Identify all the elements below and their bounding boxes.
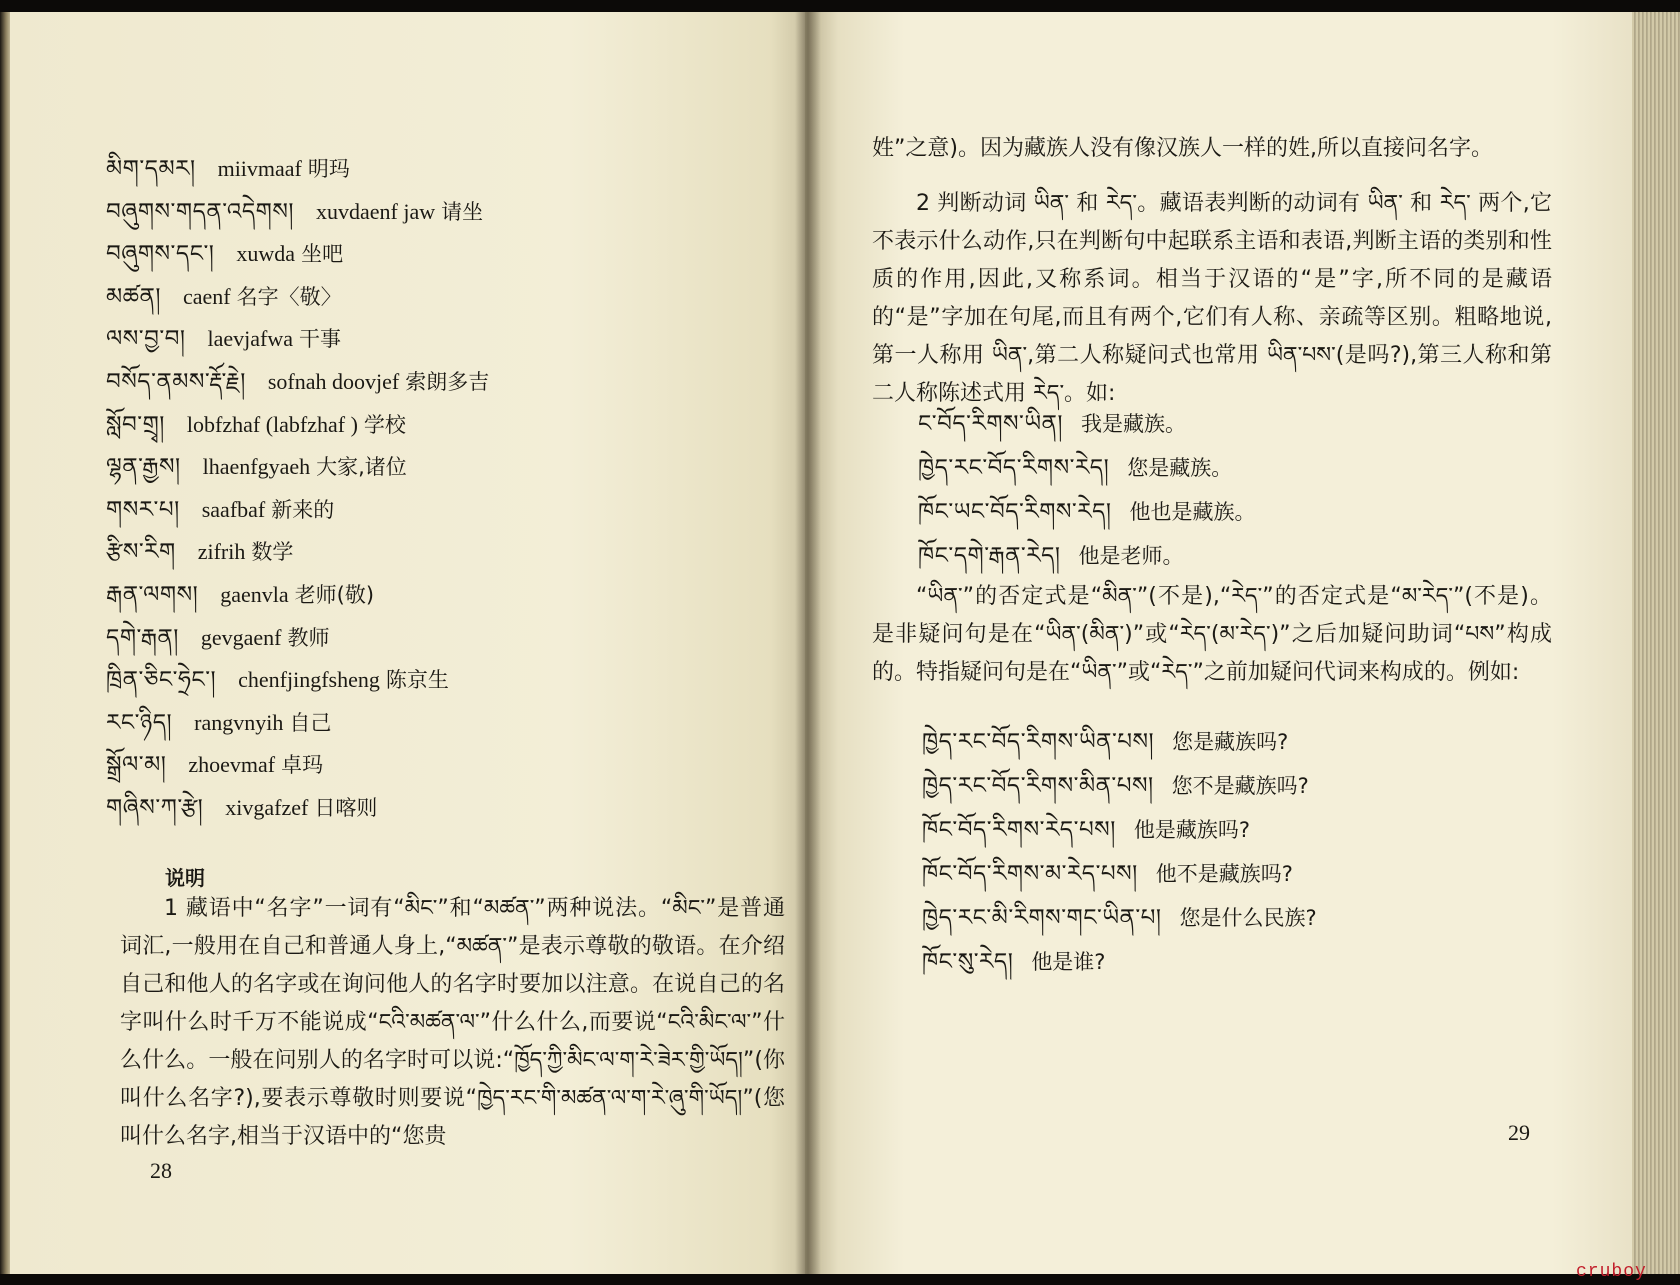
tibetan-term: རྩིས་རིག — [106, 539, 176, 566]
tibetan-term: རང་ཉིད། — [106, 709, 173, 736]
page-number-right: 29 — [1508, 1120, 1530, 1145]
tibetan-term: མིག་དམར། — [106, 156, 196, 182]
vocab-item — [106, 148, 489, 191]
romanization: sofnah doovjef — [267, 368, 400, 394]
tibetan-term: གཞིས་ཀ་རྩེ། — [106, 794, 204, 821]
tibetan-term: མཚན། — [106, 283, 161, 310]
chinese-translation: 他是藏族吗? — [1133, 818, 1250, 842]
vocab-item — [106, 744, 489, 787]
chinese-translation: 您不是藏族吗? — [1171, 774, 1309, 798]
tibetan-term: དགེ་རྒན། — [106, 624, 179, 651]
note-paragraph-3: “ཡིན་”的否定式是“མིན་”(不是),“རེད་”的否定式是“མ་རེད་”(不是)。是非疑问句是在“ཡིན་(མིན་)”或“རེད་(མ་རེད་)”之后加疑问助词“པས”构成的。特指疑问句是在“ཡིན་”或“རེད་”之前加疑问代词来构成的。例如: — [872, 584, 1552, 685]
romanization: chenfjingfsheng — [238, 667, 380, 693]
vocab-item — [106, 574, 489, 617]
tibetan-sentence: ཁྱེད་རང་མི་རིགས་གང་ཡིན་པ། — [922, 905, 1162, 931]
example-item — [918, 490, 1256, 534]
chinese-gloss: 学校 — [363, 412, 406, 437]
vocab-item — [106, 361, 489, 404]
romanization: zifrih — [197, 539, 246, 565]
chinese-gloss: 名字〈敬〉 — [236, 284, 342, 309]
example-item — [922, 808, 1317, 852]
chinese-gloss: 大家,诸位 — [316, 455, 407, 480]
example-list-2 — [922, 720, 1317, 984]
vocab-item — [106, 531, 489, 574]
romanization: caenf — [182, 283, 231, 309]
note-paragraph-2: 2 判断动词 ཡིན་ 和 རེད་。藏语表判断的动词有 ཡིན་ 和 རེད་ 两个,它不表示什么动作,只在判断句中起联系主语和表语,判断主语的类别和性质的作用,因此,又称系词。相当于汉语的“是”字,所不同的是藏语的“是”字加在句尾,而且有两个,它们有人称、亲疏等区别。粗略地说,第一人称用 ཡིན་,第二人称疑问式也常用 ཡིན་པས་(是吗?),第三人称和第二人称陈述式用 རེད་。如: — [872, 191, 1552, 406]
romanization: miivmaaf — [217, 156, 302, 181]
vocab-item — [106, 702, 489, 745]
romanization: xuwda — [236, 241, 296, 267]
tibetan-term: སློབ་གྲྭ། — [106, 411, 165, 438]
chinese-translation: 您是藏族。 — [1127, 456, 1233, 480]
tibetan-sentence: ང་བོད་རིགས་ཡིན། — [918, 411, 1063, 437]
romanization: lobfzhaf (labfzhaf ) — [186, 411, 358, 437]
chinese-translation: 我是藏族。 — [1081, 412, 1186, 436]
romanization: xuvdaenf jaw — [316, 198, 436, 224]
example-item — [922, 720, 1317, 764]
chinese-gloss: 教师 — [287, 625, 330, 650]
tibetan-sentence: ཁྱེད་རང་བོད་རིགས་ཡིན་པས། — [922, 729, 1155, 755]
chinese-gloss: 日喀则 — [314, 795, 378, 820]
vocab-item — [106, 446, 489, 489]
chinese-gloss: 索朗多吉 — [405, 369, 490, 394]
tibetan-term: སྒྲོལ་མ། — [106, 752, 167, 779]
chinese-gloss: 自己 — [289, 710, 332, 735]
vocab-item — [106, 787, 489, 830]
romanization: saafbaf — [201, 496, 266, 522]
tibetan-term: བསོད་ནམས་རྡོ་རྗེ། — [106, 368, 246, 395]
vocabulary-list — [106, 148, 489, 830]
vocab-item — [106, 318, 489, 361]
chinese-translation: 他不是藏族吗? — [1155, 862, 1293, 886]
tibetan-sentence: ཁྱེད་རང་བོད་རིགས་རེད། — [918, 455, 1110, 481]
tibetan-term: བཞུགས་གདན་འདེགས། — [106, 198, 295, 225]
chinese-gloss: 老师(敬) — [294, 582, 375, 607]
example-item — [922, 940, 1317, 984]
tibetan-sentence: ཁོང་དགེ་རྒན་རེད། — [918, 543, 1061, 569]
tibetan-sentence: ཁྱེད་རང་བོད་རིགས་མིན་པས། — [922, 773, 1154, 799]
example-item — [922, 896, 1317, 940]
chinese-gloss: 陈京生 — [385, 668, 449, 693]
tibetan-sentence: ཁོང་བོད་རིགས་རེད་པས། — [922, 817, 1116, 843]
vocab-item — [106, 233, 489, 276]
chinese-translation: 他也是藏族。 — [1129, 500, 1256, 524]
tibetan-term: ལས་བྱ་བ། — [106, 326, 186, 353]
romanization: xivgafzef — [225, 794, 309, 820]
romanization: laevjafwa — [207, 326, 294, 352]
chinese-gloss: 数学 — [251, 540, 294, 565]
example-item — [918, 446, 1256, 490]
page-number-left: 28 — [150, 1158, 172, 1183]
note-paragraph-1-continued: 姓”之意)。因为藏族人没有像汉族人一样的姓,所以直接问名字。 — [872, 136, 1493, 161]
chinese-gloss: 明玛 — [307, 157, 350, 181]
tibetan-sentence: ཁོང་བོད་རིགས་མ་རེད་པས། — [922, 861, 1138, 887]
example-item — [918, 534, 1256, 578]
book-edge-right — [1632, 12, 1680, 1274]
vocab-item — [106, 276, 489, 319]
book-gutter — [795, 12, 821, 1274]
example-list-1 — [918, 402, 1256, 578]
example-item — [922, 764, 1317, 808]
vocab-item — [106, 404, 489, 447]
tibetan-term: ལྷན་རྒྱས། — [106, 454, 181, 481]
romanization: rangvnyih — [194, 709, 284, 735]
chinese-gloss: 干事 — [299, 327, 342, 352]
example-item — [922, 852, 1317, 896]
vocab-item — [106, 489, 489, 532]
chinese-gloss: 新来的 — [271, 497, 335, 522]
tibetan-term: གསར་པ། — [106, 496, 180, 523]
chinese-translation: 他是老师。 — [1078, 544, 1184, 568]
chinese-gloss: 请坐 — [441, 199, 484, 224]
romanization: gaenvla — [220, 581, 289, 607]
romanization: lhaenfgyaeh — [202, 454, 311, 480]
vocab-item — [106, 191, 489, 234]
chinese-gloss: 坐吧 — [301, 242, 344, 267]
tibetan-sentence: ཁོང་སུ་རེད། — [922, 949, 1014, 975]
vocab-item — [106, 659, 489, 702]
tibetan-sentence: ཁོང་ཡང་བོད་རིགས་རེད། — [918, 499, 1112, 525]
notes-heading: 说明 — [165, 866, 205, 890]
watermark: cruboy — [1576, 1262, 1647, 1282]
tibetan-term: བཞུགས་དང་། — [106, 241, 215, 268]
chinese-translation: 您是藏族吗? — [1172, 730, 1289, 754]
note-paragraph-1: 1 藏语中“名字”一词有“མིང་”和“མཚན་”两种说法。“མིང་”是普通词汇,一般用在自己和普通人身上,“མཚན་”是表示尊敬的敬语。在介绍自己和他人的名字或在询问他人的名字时要加以注意。在说自己的名字叫什么时千万不能说成“ངའི་མཚན་ལ་”什么什么,而要说“ངའི་མིང་ལ་”什么什么。一般在问别人的名字时可以说:“ཁྱོད་ཀྱི་མིང་ལ་ག་རེ་ཟེར་གྱི་ཡོད།”(你叫什么名字?),要表示尊敬时则要说“ཁྱེད་རང་གི་མཚན་ལ་ག་རེ་ཞུ་གི་ཡོད།”(您叫什么名字,相当于汉语中的“您贵 — [120, 896, 785, 1149]
tibetan-term: རྒན་ལགས། — [106, 581, 199, 608]
chinese-translation: 您是什么民族? — [1179, 906, 1317, 930]
romanization: gevgaenf — [200, 624, 282, 650]
chinese-translation: 他是谁? — [1031, 950, 1106, 974]
chinese-gloss: 卓玛 — [281, 753, 324, 778]
example-item — [918, 402, 1256, 446]
vocab-item — [106, 617, 489, 660]
romanization: zhoevmaf — [188, 752, 276, 778]
tibetan-term: ཁྲིན་ཅིང་ཧྲེང་། — [106, 667, 217, 694]
